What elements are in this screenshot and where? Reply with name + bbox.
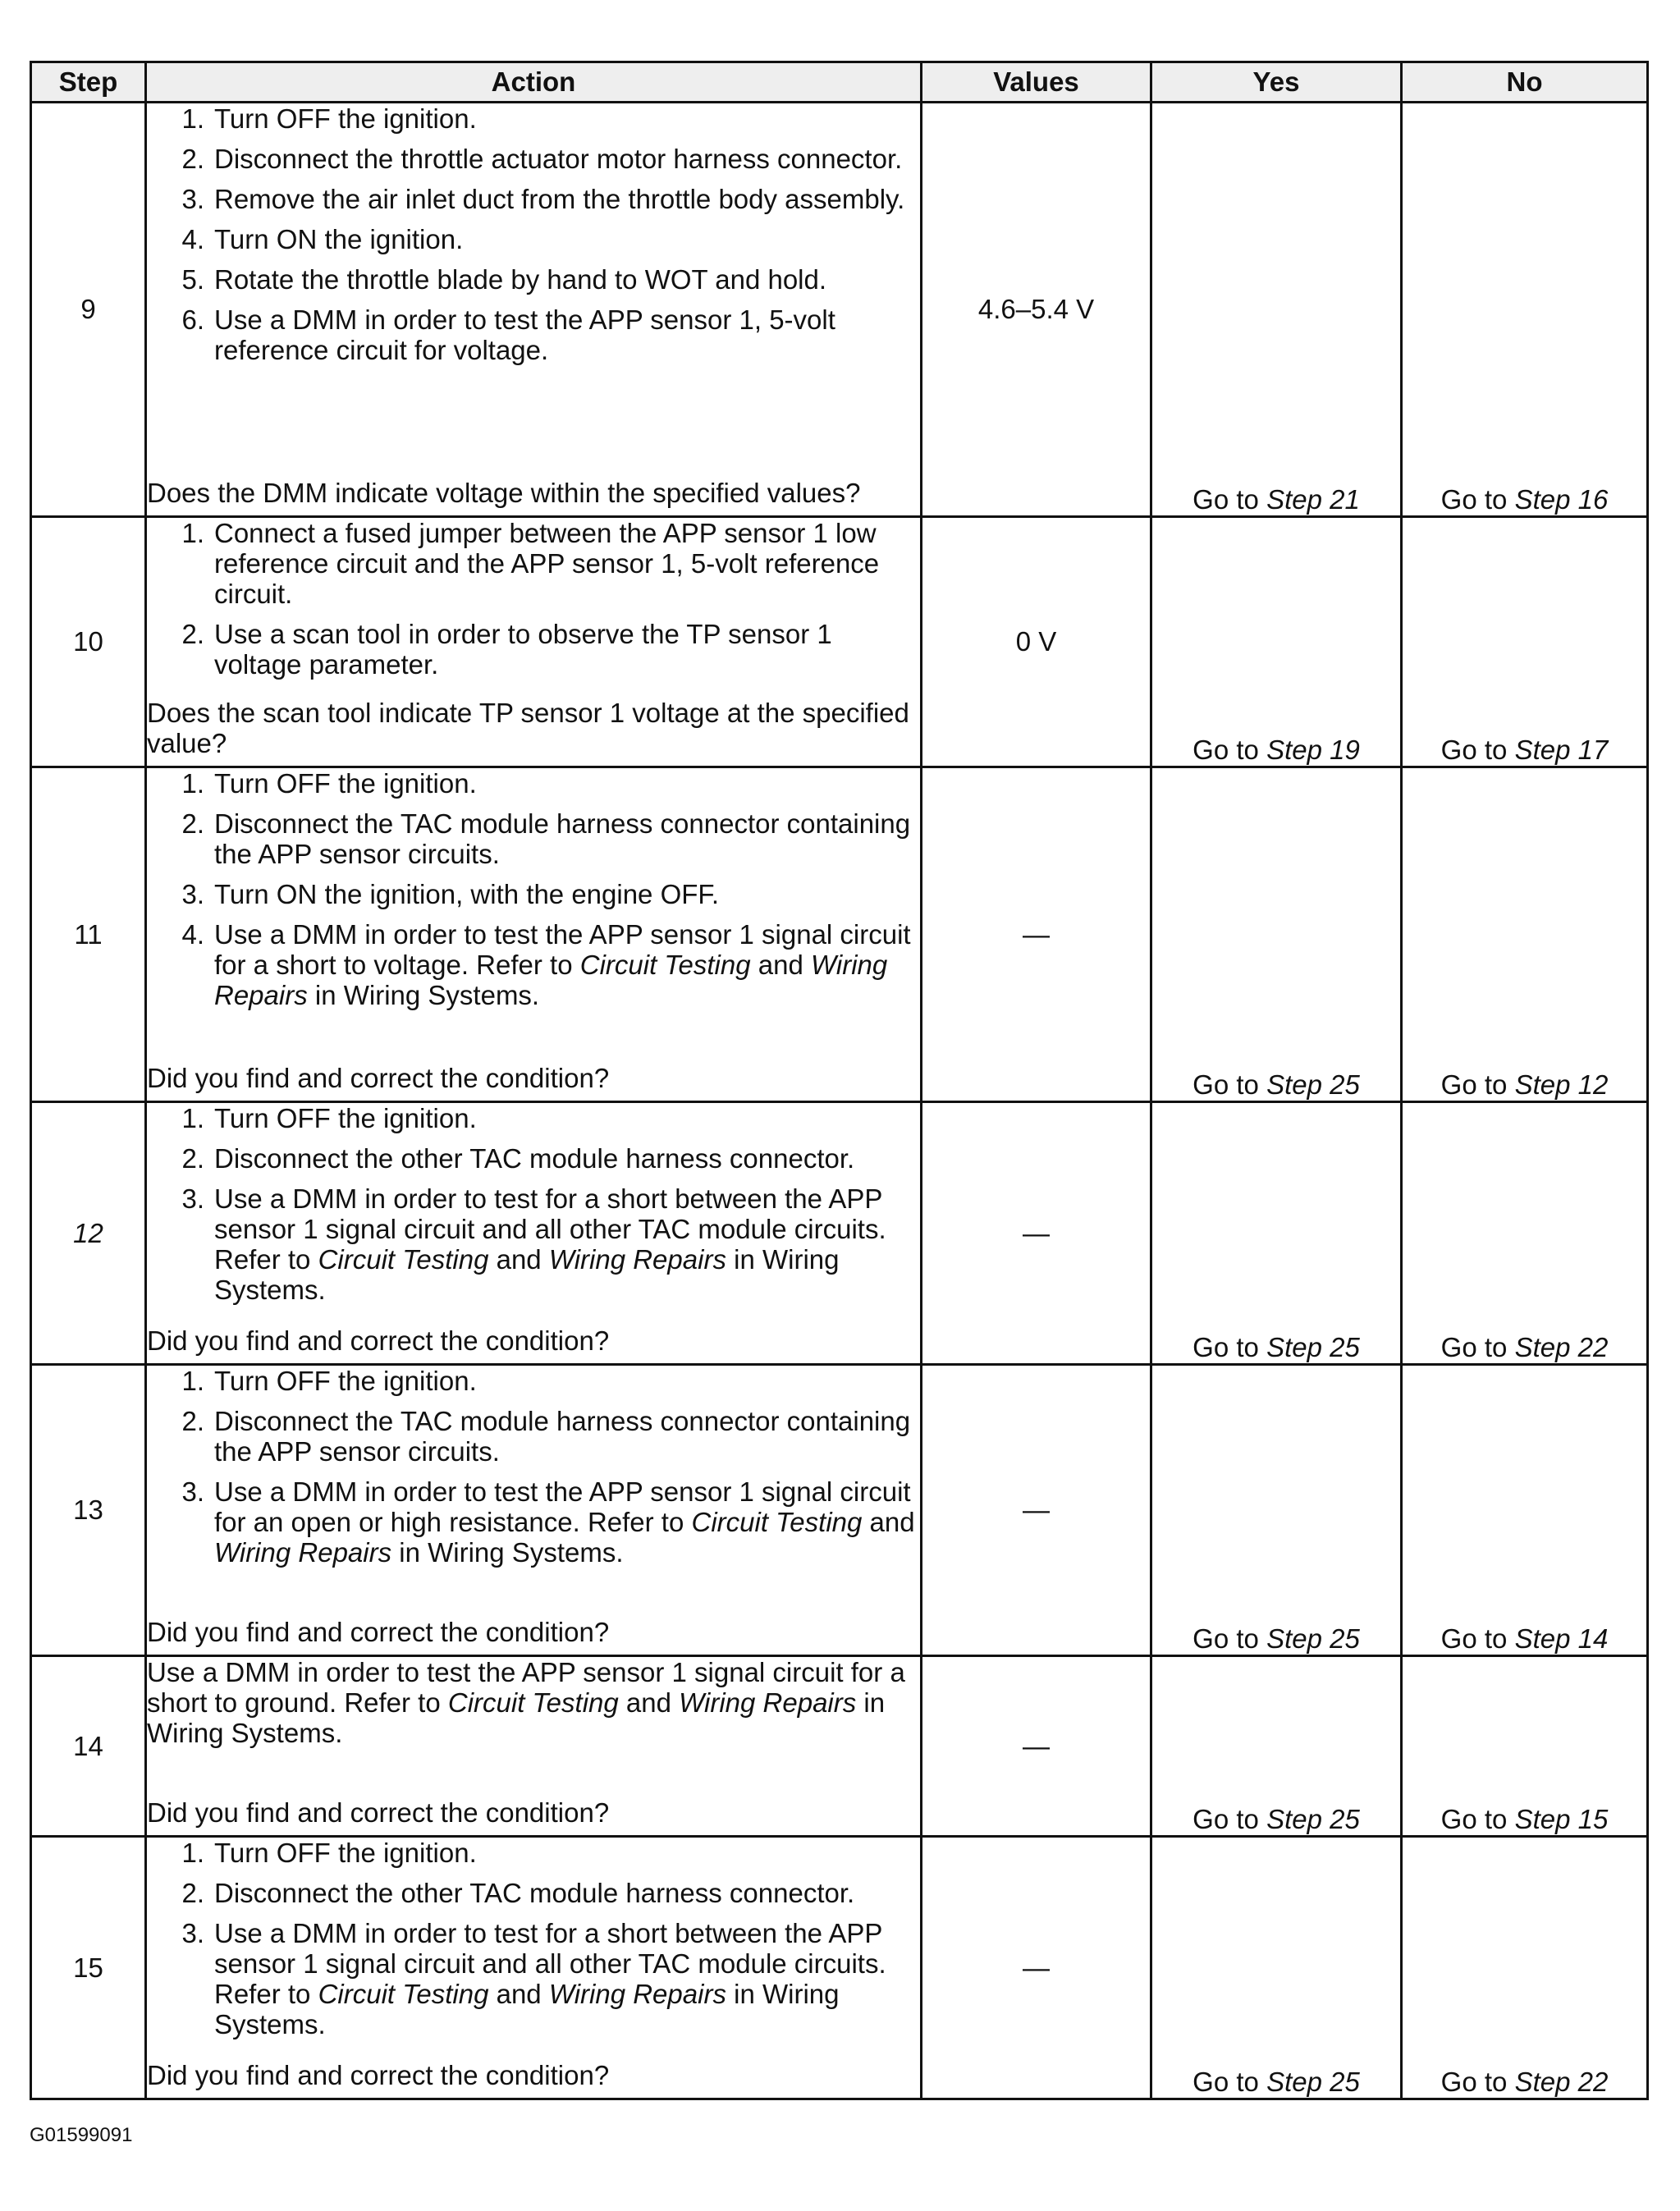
item-text (214, 1103, 920, 1133)
reference-link-text: Wiring Repairs (679, 1687, 857, 1718)
action-content (147, 1657, 920, 1828)
step-number: 9 (31, 103, 146, 517)
item-number: 1. (181, 1838, 204, 1868)
goto-text: Go to (1440, 1804, 1515, 1834)
item-number: 2. (181, 1143, 204, 1174)
action-steps (147, 518, 920, 689)
action-content (147, 1366, 920, 1647)
item-number: 2. (181, 1406, 204, 1436)
table-row (31, 517, 1648, 767)
goto-text: Go to (1440, 2067, 1515, 2097)
goto-step-ref: Step 25 (1266, 1069, 1360, 1100)
text-run: and (618, 1687, 680, 1718)
text-run: and (488, 1244, 549, 1275)
action-question: Did you find and correct the condition? (147, 2060, 610, 2090)
action-question: Does the DMM indicate voltage within the specified values? (147, 478, 861, 508)
yes-result (1151, 517, 1402, 767)
text-run: and (750, 950, 812, 980)
goto-text: Go to (1192, 1332, 1267, 1362)
text-run: Use a DMM in order to test for a short between the APP sensor 1 signal circuit and all other TAC module circuits. Refer to (214, 1918, 886, 2009)
item-number: 3. (181, 184, 204, 214)
no-result (1402, 1102, 1648, 1365)
goto-step-ref: Step 16 (1514, 484, 1609, 515)
specified-value: — (922, 1102, 1151, 1365)
table-body (31, 103, 1648, 2099)
item-number: 1. (181, 768, 204, 799)
yes-result (1151, 1656, 1402, 1837)
action-steps (147, 768, 920, 1020)
item-number: 1. (181, 518, 204, 548)
text-run: Turn ON the ignition, with the engine OFF. (214, 879, 720, 909)
list-item (147, 1366, 920, 1396)
text-run: and (862, 1507, 915, 1537)
text-run: Disconnect the other TAC module harness connector. (214, 1143, 855, 1174)
text-run: Use a DMM in order to test the APP sensor 1 signal circuit for a short to voltage. Refer to (214, 919, 911, 980)
goto-text: Go to (1192, 2067, 1267, 2097)
text-run: Disconnect the other TAC module harness connector. (214, 1878, 855, 1908)
goto-step-ref: Step 12 (1514, 1069, 1609, 1100)
goto-text: Go to (1192, 1804, 1267, 1834)
header-step: Step (31, 62, 146, 103)
text-run: Disconnect the throttle actuator motor harness connector. (214, 144, 903, 174)
list-item (147, 1838, 920, 1868)
step-number: 11 (31, 767, 146, 1102)
table-row (31, 1837, 1648, 2099)
text-run: Use a DMM in order to test the APP sensor 1 signal circuit for an open or high resistance. Refer to (214, 1476, 911, 1537)
no-result (1402, 103, 1648, 517)
text-run: Turn ON the ignition. (214, 224, 464, 254)
action-content (147, 1838, 920, 2090)
item-text (214, 103, 920, 134)
action-question: Did you find and correct the condition? (147, 1063, 610, 1093)
item-text (214, 1366, 920, 1396)
text-run: Use a DMM in order to test the APP sensor 1 signal circuit for a short to ground. Refer to (147, 1657, 905, 1718)
specified-value: — (922, 1656, 1151, 1837)
item-text (214, 768, 920, 799)
item-text (214, 264, 920, 295)
action-cell (146, 1837, 922, 2099)
item-number: 2. (181, 1878, 204, 1908)
item-number: 6. (181, 304, 204, 335)
action-list (147, 1838, 920, 2039)
yes-result (1151, 767, 1402, 1102)
item-number: 3. (181, 1918, 204, 1948)
item-number: 3. (181, 1476, 204, 1507)
list-item (147, 103, 920, 134)
list-item (147, 224, 920, 254)
action-question: Did you find and correct the condition? (147, 1797, 610, 1828)
item-text (214, 304, 920, 365)
action-steps (147, 1657, 920, 1758)
reference-link-text: Circuit Testing (318, 1979, 489, 2009)
action-content (147, 518, 920, 758)
text-run: Turn OFF the ignition. (214, 103, 477, 134)
table-row (31, 103, 1648, 517)
header-values: Values (922, 62, 1151, 103)
text-run: Turn OFF the ignition. (214, 768, 477, 799)
step-number: 14 (31, 1656, 146, 1837)
goto-step-ref: Step 25 (1266, 2067, 1360, 2097)
item-number: 4. (181, 224, 204, 254)
action-cell (146, 1656, 922, 1837)
reference-link-text: Wiring Repairs (214, 950, 888, 1010)
goto-text: Go to (1192, 1623, 1267, 1654)
list-item (147, 879, 920, 909)
action-text (147, 1657, 920, 1748)
goto-step-ref: Step 14 (1514, 1623, 1609, 1654)
table-row (31, 1656, 1648, 1837)
yes-result (1151, 103, 1402, 517)
action-content (147, 1103, 920, 1356)
goto-step-ref: Step 25 (1266, 1623, 1360, 1654)
action-cell (146, 767, 922, 1102)
step-number: 12 (31, 1102, 146, 1365)
list-item (147, 184, 920, 214)
text-run: in Wiring Systems. (147, 1687, 886, 1748)
action-steps (147, 103, 920, 375)
no-result (1402, 1656, 1648, 1837)
item-text (214, 1918, 920, 2039)
yes-result (1151, 1365, 1402, 1656)
reference-link-text: Circuit Testing (447, 1687, 619, 1718)
reference-link-text: Wiring Repairs (548, 1979, 726, 2009)
item-number: 2. (181, 619, 204, 649)
goto-text: Go to (1440, 484, 1515, 515)
item-text (214, 1183, 920, 1305)
item-number: 3. (181, 1183, 204, 1214)
text-run: in Wiring Systems. (391, 1537, 624, 1568)
goto-step-ref: Step 21 (1266, 484, 1360, 515)
action-list (147, 1103, 920, 1305)
reference-link-text: Wiring Repairs (214, 1537, 392, 1568)
step-number: 10 (31, 517, 146, 767)
goto-text: Go to (1192, 484, 1267, 515)
text-run: in Wiring Systems. (214, 1244, 840, 1305)
list-item (147, 304, 920, 365)
table-row (31, 767, 1648, 1102)
list-item (147, 1918, 920, 2039)
text-run: in Wiring Systems. (307, 980, 540, 1010)
reference-link-text: Circuit Testing (318, 1244, 489, 1275)
item-text (214, 879, 920, 909)
reference-link-text: Circuit Testing (579, 950, 751, 980)
item-number: 1. (181, 103, 204, 134)
specified-value: — (922, 1837, 1151, 2099)
list-item (147, 808, 920, 869)
text-run: Disconnect the TAC module harness connector containing the APP sensor circuits. (214, 808, 911, 869)
list-item (147, 768, 920, 799)
list-item (147, 1183, 920, 1305)
goto-text: Go to (1440, 1332, 1515, 1362)
header-action: Action (146, 62, 922, 103)
action-question: Does the scan tool indicate TP sensor 1 voltage at the specified value? (147, 698, 909, 758)
item-text (214, 144, 920, 174)
item-text (214, 518, 920, 609)
item-text (214, 184, 920, 214)
text-run: and (488, 1979, 549, 2009)
item-text (214, 808, 920, 869)
action-cell (146, 517, 922, 767)
no-result (1402, 517, 1648, 767)
step-number: 15 (31, 1837, 146, 2099)
item-number: 3. (181, 879, 204, 909)
goto-step-ref: Step 17 (1514, 735, 1609, 765)
text-run: Turn OFF the ignition. (214, 1103, 477, 1133)
list-item (147, 1103, 920, 1133)
reference-link-text: Circuit Testing (691, 1507, 863, 1537)
step-number: 13 (31, 1365, 146, 1656)
item-text (214, 1838, 920, 1868)
header-row (31, 62, 1648, 103)
action-list (147, 103, 920, 365)
no-result (1402, 1837, 1648, 2099)
goto-text: Go to (1440, 1069, 1515, 1100)
list-item (147, 518, 920, 609)
action-question: Did you find and correct the condition? (147, 1617, 610, 1647)
yes-result (1151, 1837, 1402, 2099)
action-cell (146, 1102, 922, 1365)
no-result (1402, 767, 1648, 1102)
goto-step-ref: Step 22 (1514, 1332, 1609, 1362)
specified-value: 4.6–5.4 V (922, 103, 1151, 517)
table-row (31, 1102, 1648, 1365)
text-run: Use a DMM in order to test the APP sensor 1, 5-volt reference circuit for voltage. (214, 304, 835, 365)
action-question: Did you find and correct the condition? (147, 1325, 610, 1356)
list-item (147, 1143, 920, 1174)
item-number: 2. (181, 808, 204, 839)
item-number: 2. (181, 144, 204, 174)
text-run: Rotate the throttle blade by hand to WOT and hold. (214, 264, 827, 295)
text-run: Turn OFF the ignition. (214, 1366, 477, 1396)
reference-link-text: Wiring Repairs (548, 1244, 726, 1275)
action-list (147, 768, 920, 1010)
item-text (214, 224, 920, 254)
header-no: No (1402, 62, 1648, 103)
item-number: 4. (181, 919, 204, 950)
text-run: Turn OFF the ignition. (214, 1838, 477, 1868)
action-list (147, 1366, 920, 1568)
item-text (214, 1406, 920, 1467)
text-run: in Wiring Systems. (214, 1979, 840, 2039)
list-item (147, 264, 920, 295)
list-item (147, 1476, 920, 1568)
list-item (147, 1406, 920, 1467)
item-text (214, 1878, 920, 1908)
item-text (214, 1476, 920, 1568)
list-item (147, 619, 920, 680)
text-run: Disconnect the TAC module harness connector containing the APP sensor circuits. (214, 1406, 911, 1467)
action-list (147, 518, 920, 680)
action-steps (147, 1103, 920, 1315)
header-yes: Yes (1151, 62, 1402, 103)
goto-step-ref: Step 15 (1514, 1804, 1609, 1834)
goto-text: Go to (1192, 735, 1267, 765)
goto-step-ref: Step 22 (1514, 2067, 1609, 2097)
figure-id: G01599091 (30, 2124, 133, 2146)
action-cell (146, 103, 922, 517)
text-run: Use a DMM in order to test for a short between the APP sensor 1 signal circuit and all other TAC module circuits. Refer to (214, 1183, 886, 1275)
no-result (1402, 1365, 1648, 1656)
list-item (147, 144, 920, 174)
list-item (147, 919, 920, 1010)
diagnostic-table (30, 61, 1649, 2100)
item-text (214, 619, 920, 680)
specified-value: — (922, 767, 1151, 1102)
action-content (147, 103, 920, 508)
action-steps (147, 1838, 920, 2049)
specified-value: 0 V (922, 517, 1151, 767)
text-run: Remove the air inlet duct from the throttle body assembly. (214, 184, 905, 214)
goto-step-ref: Step 25 (1266, 1332, 1360, 1362)
text-run: Connect a fused jumper between the APP sensor 1 low reference circuit and the APP sensor 1, 5-volt reference circuit. (214, 518, 880, 609)
specified-value: — (922, 1365, 1151, 1656)
item-number: 5. (181, 264, 204, 295)
goto-step-ref: Step 19 (1266, 735, 1360, 765)
item-text (214, 1143, 920, 1174)
text-run: Use a scan tool in order to observe the TP sensor 1 voltage parameter. (214, 619, 832, 680)
item-number: 1. (181, 1366, 204, 1396)
goto-step-ref: Step 25 (1266, 1804, 1360, 1834)
goto-text: Go to (1440, 1623, 1515, 1654)
action-cell (146, 1365, 922, 1656)
goto-text: Go to (1192, 1069, 1267, 1100)
item-number: 1. (181, 1103, 204, 1133)
yes-result (1151, 1102, 1402, 1365)
action-content (147, 768, 920, 1093)
item-text (214, 919, 920, 1010)
table-row (31, 1365, 1648, 1656)
goto-text: Go to (1440, 735, 1515, 765)
list-item (147, 1878, 920, 1908)
action-steps (147, 1366, 920, 1577)
